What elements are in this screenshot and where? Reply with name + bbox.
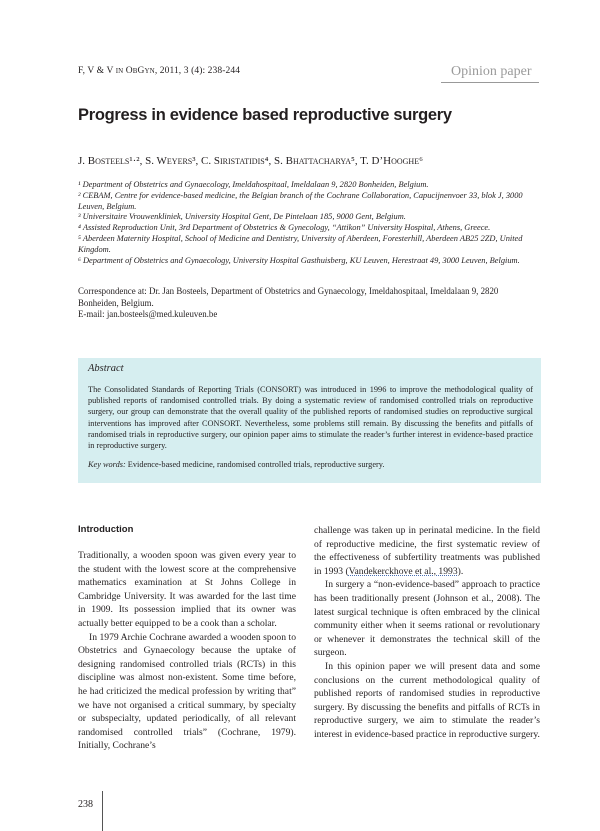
paragraph: In surgery a “non-evidence-based” approach to practice has been traditionally present (Johnson et al., 2008). The latest surgical technique is often embraced by the clinical community either when it seems rational or revolutionary or whenever it demonstrates the technical skill of the surgeon.: [314, 579, 540, 659]
abstract-heading: Abstract: [88, 363, 124, 374]
abstract-body: The Consolidated Standards of Reporting Trials (CONSORT) was introduced in 1996 to improve the methodological quality of published reports of randomised controlled trials. By doing a systematic review of randomised controlled trials on reproductive surgery, our group can demonstrate that the overall quality of the published reports of randomised studies on reproductive surgical interventions has improved after CONSORT. Nevertheless, some problems still remain. By discussing the benefits and pitfalls of randomised trials in reproductive surgery, our opinion paper aims to stimulate the reader’s further interest in evidence-based practice in reproductive surgery.: [88, 385, 533, 451]
introduction-heading: Introduction: [78, 524, 134, 535]
keywords-label: Key words:: [88, 460, 126, 469]
page-number: 238: [78, 799, 93, 810]
paragraph: Traditionally, a wooden spoon was given every year to the student with the lowest score at the comprehensive mathematics examination at St Johns College in Cambridge University. It was awarded for the last time in 1909. Its possession implied that its owner was actually better equipped to be a cook than a scholar.: [78, 550, 296, 629]
affiliations: [78, 180, 538, 266]
affiliation-6: ⁶ Department of Obstetrics and Gynaecology, University Hospital Gasthuisberg, KU Leuven, Herestraat 49, 3000 Leuven, Belgium.: [78, 255, 520, 265]
affiliation-5: ⁵ Aberdeen Maternity Hospital, School of Medicine and Dentistry, University of Aberdeen, Foresterhill, Aberdeen AB25 2ZD, United Kingdom.: [78, 233, 523, 254]
correspondence-address: Correspondence at: Dr. Jan Bosteels, Department of Obstetrics and Gynaecology, Imeldahospitaal, Imeldalaan 9, 2820 Bonheiden, Belgium.: [78, 286, 499, 308]
paragraph: In 1979 Archie Cochrane awarded a wooden spoon to Obstetrics and Gynaecology because the uptake of designing randomised controlled trials (RCTs) in this discipline was almost non-existent. Some time before, he had criticized the medical profession by writing that” we have not organised a critical summary, by specialty or subspecialty, updated periodically, of all relevant randomised controlled trials” (Cochrane, 1979). Initially, Cochrane’s: [78, 631, 296, 752]
section-label: Opinion paper: [451, 64, 532, 79]
affiliation-3: ³ Universitaire Vrouwenkliniek, University Hospital Gent, De Pintelaan 185, 9000 Gent, Belgium.: [78, 212, 406, 222]
correspondence-email: E-mail: jan.bosteels@med.kuleuven.be: [78, 309, 218, 319]
header-rule: [441, 82, 539, 83]
keywords: [88, 460, 533, 469]
affiliation-4: ⁴ Assisted Reproduction Unit, 3rd Department of Obstetrics & Gynecology, “Attikon” University Hospital, Athens, Greece.: [78, 223, 491, 233]
correspondence: [78, 286, 540, 321]
affiliation-1: ¹ Department of Obstetrics and Gynaecology, Imeldahospitaal, Imeldalaan 9, 2820 Bonheiden, Belgium.: [78, 180, 429, 189]
journal-citation: F, V & V in ObGyn, 2011, 3 (4): 238-244: [78, 66, 241, 76]
paragraph: challenge was taken up in perinatal medicine. In the field of reproductive medicine, the first systematic review of the effectiveness of subfertility treatments was published in 1993 (Vandekerckhove et al., 1993).: [314, 525, 540, 577]
paragraph: In this opinion paper we will present data and some conclusions on the current methodological quality of published reports of randomised studies in reproductive surgery. By discussing the benefits and pitfalls of RCTs in reproductive surgery, we aim to stimulate the reader’s interest in evidence-based practice in reproductive surgery.: [314, 660, 540, 740]
citation-link[interactable]: Vandekerckhove et al., 1993: [348, 565, 458, 577]
keywords-text: Evidence-based medicine, randomised controlled trials, reproductive surgery.: [125, 460, 385, 469]
footer-rule: [102, 791, 103, 831]
right-column: [314, 524, 540, 742]
article-title: Progress in evidence based reproductive surgery: [78, 106, 452, 124]
affiliation-2: ² CEBAM, Centre for evidence-based medicine, the Belgian branch of the Cochrane Collaboration, Capucijnenvoer 33, blok J, 3000 Leuven, Belgium.: [78, 190, 523, 211]
left-column: [78, 549, 296, 753]
author-list: J. Bosteels¹·², S. Weyers³, C. Siristatidis⁴, S. Bhattacharya⁵, T. D’Hooghe⁶: [78, 155, 423, 167]
